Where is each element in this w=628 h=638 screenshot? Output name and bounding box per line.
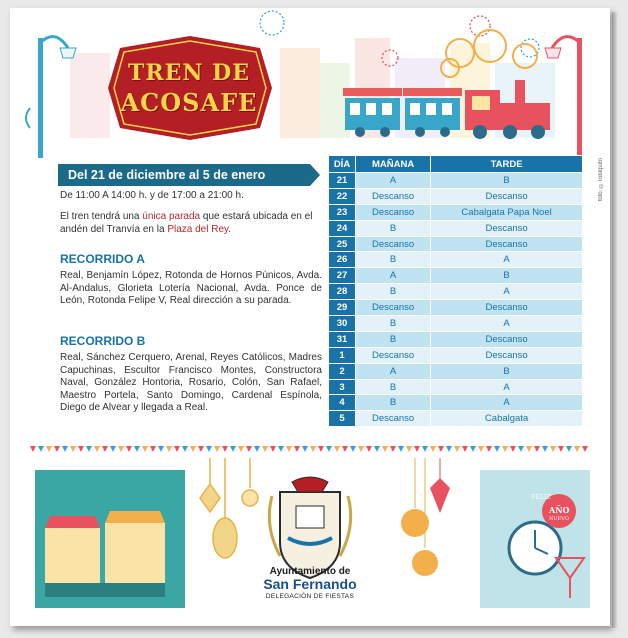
- bunting-flag: [110, 446, 116, 452]
- bunting-flag: [342, 446, 348, 452]
- card-text-ano: AÑO: [549, 505, 570, 515]
- afternoon-cell: Cabalgata Papa Noel: [431, 204, 583, 220]
- table-row: [329, 268, 583, 284]
- org-line-1: Ayuntamiento de: [269, 566, 351, 577]
- bunting-flag: [310, 446, 316, 452]
- bunting-flag: [382, 446, 388, 452]
- bunting-flag: [166, 446, 172, 452]
- bunting-flag: [102, 446, 108, 452]
- afternoon-cell: A: [431, 316, 583, 332]
- table-row: [329, 173, 583, 189]
- morning-cell: Descanso: [356, 411, 431, 427]
- bunting-flag: [286, 446, 292, 452]
- table-header-row: [329, 156, 583, 173]
- photo-credit: foto: ©Tobiquito: [598, 158, 604, 202]
- ornaments-right: [401, 458, 450, 576]
- title-banner: [110, 38, 268, 140]
- stop-highlight-plaza: Plaza del Rey: [167, 224, 229, 235]
- bunting-flag: [438, 446, 444, 452]
- bunting-flag: [206, 446, 212, 452]
- header-day: DÍA: [329, 156, 356, 173]
- bunting-flag: [262, 446, 268, 452]
- bunting-flag: [374, 446, 380, 452]
- bunting-flag: [126, 446, 132, 452]
- bunting-flag: [478, 446, 484, 452]
- bunting-flag: [198, 446, 204, 452]
- bunting-flag: [174, 446, 180, 452]
- day-cell: 2: [329, 363, 356, 379]
- day-cell: 4: [329, 395, 356, 411]
- bunting-flag: [566, 446, 572, 452]
- page-shadow: [612, 12, 618, 628]
- bunting-flag: [190, 446, 196, 452]
- bunting-flag: [542, 446, 548, 452]
- header-illustration: [10, 8, 610, 158]
- afternoon-cell: Cabalgata: [431, 411, 583, 427]
- day-cell: 28: [329, 284, 356, 300]
- org-line-3: DELEGACIÓN DE FIESTAS: [265, 593, 355, 600]
- morning-cell: B: [356, 316, 431, 332]
- table-row: [329, 204, 583, 220]
- morning-cell: Descanso: [356, 236, 431, 252]
- morning-cell: B: [356, 331, 431, 347]
- bunting-flag: [486, 446, 492, 452]
- morning-cell: B: [356, 220, 431, 236]
- bunting-flag: [502, 446, 508, 452]
- bunting-flag: [446, 446, 452, 452]
- morning-cell: A: [356, 173, 431, 189]
- card-text-feliz: FELIZ: [531, 494, 551, 501]
- ornaments-left: [200, 458, 258, 558]
- bunting-flag: [534, 446, 540, 452]
- bunting-flag: [270, 446, 276, 452]
- schedule-table: [328, 155, 583, 427]
- morning-cell: Descanso: [356, 188, 431, 204]
- stop-text-part: .: [228, 224, 232, 235]
- table-row: [329, 252, 583, 268]
- stop-text-part: El tren tendrá una: [60, 211, 143, 222]
- card-text-nuevo: NUEVO: [549, 516, 569, 522]
- bunting-divider: [30, 446, 590, 454]
- day-cell: 24: [329, 220, 356, 236]
- bunting-flag: [86, 446, 92, 452]
- table-row: [329, 316, 583, 332]
- header-morning: MAÑANA: [356, 156, 431, 173]
- bunting-flag: [158, 446, 164, 452]
- route-a-title: RECORRIDO A: [60, 252, 145, 266]
- org-line-2: San Fernando: [263, 576, 357, 592]
- day-cell: 23: [329, 204, 356, 220]
- afternoon-cell: Descanso: [431, 188, 583, 204]
- morning-cell: B: [356, 252, 431, 268]
- title-line-1: TREN DE: [127, 60, 251, 86]
- organization-credit: [240, 566, 380, 600]
- lamp-post-left-icon: [26, 37, 76, 158]
- bunting-flag: [518, 446, 524, 452]
- bunting-flag: [510, 446, 516, 452]
- day-cell: 21: [329, 173, 356, 189]
- table-row: [329, 379, 583, 395]
- bunting-flag: [366, 446, 372, 452]
- morning-cell: B: [356, 379, 431, 395]
- afternoon-cell: A: [431, 284, 583, 300]
- bunting-flag: [326, 446, 332, 452]
- new-year-card: [480, 470, 590, 608]
- bunting-flag: [318, 446, 324, 452]
- bunting-flag: [350, 446, 356, 452]
- bunting-flag: [30, 446, 36, 452]
- bunting-flag: [454, 446, 460, 452]
- table-row: [329, 411, 583, 427]
- bunting-flag: [246, 446, 252, 452]
- table-row: [329, 300, 583, 316]
- bunting-flag: [526, 446, 532, 452]
- bunting-flag: [470, 446, 476, 452]
- bunting-flag: [54, 446, 60, 452]
- schedule-body: [329, 173, 583, 427]
- hours-text: De 11:00 A 14:00 h. y de 17:00 a 21:00 h.: [60, 190, 244, 201]
- bunting-flag: [494, 446, 500, 452]
- bunting-flag: [230, 446, 236, 452]
- afternoon-cell: B: [431, 173, 583, 189]
- bunting-flag: [94, 446, 100, 452]
- bunting-flag: [334, 446, 340, 452]
- afternoon-cell: Descanso: [431, 236, 583, 252]
- bunting-flag: [118, 446, 124, 452]
- bunting-flag: [550, 446, 556, 452]
- day-cell: 5: [329, 411, 356, 427]
- bunting-flag: [62, 446, 68, 452]
- title-line-2: ACOSAFE: [120, 88, 258, 117]
- afternoon-cell: Descanso: [431, 331, 583, 347]
- table-row: [329, 236, 583, 252]
- stop-text-part: que estará ubicada en el andén del Tranvía en la: [60, 211, 313, 235]
- day-cell: 3: [329, 379, 356, 395]
- bunting-flag: [558, 446, 564, 452]
- bunting-flag: [70, 446, 76, 452]
- bunting-flag: [398, 446, 404, 452]
- bunting-flag: [294, 446, 300, 452]
- bunting-flag: [38, 446, 44, 452]
- table-row: [329, 347, 583, 363]
- morning-cell: Descanso: [356, 300, 431, 316]
- bunting-flag: [422, 446, 428, 452]
- bunting-flag: [254, 446, 260, 452]
- stop-text: [60, 210, 322, 236]
- bunting-flag: [134, 446, 140, 452]
- bunting-flag: [182, 446, 188, 452]
- header-afternoon: TARDE: [431, 156, 583, 173]
- table-row: [329, 284, 583, 300]
- poster: [10, 8, 610, 626]
- bunting-flag: [582, 446, 588, 452]
- bunting-flag: [462, 446, 468, 452]
- afternoon-cell: B: [431, 363, 583, 379]
- morning-cell: Descanso: [356, 204, 431, 220]
- afternoon-cell: A: [431, 379, 583, 395]
- morning-cell: Descanso: [356, 347, 431, 363]
- route-b-text: Real, Sánchez Cerquero, Arenal, Reyes Católicos, Madres Capuchinas, Escultor Francisco Montes, Constructora Naval, González Hontoria, Rosario, Colón, San Rafael, Maestro Portela, Santo Domingo, Cardenal Espínola, Diego de Alvear y llegada a Real.: [60, 352, 322, 413]
- afternoon-cell: Descanso: [431, 347, 583, 363]
- bunting-flag: [142, 446, 148, 452]
- bunting-flag: [238, 446, 244, 452]
- bunting-flag: [358, 446, 364, 452]
- day-cell: 29: [329, 300, 356, 316]
- date-banner: Del 21 de diciembre al 5 de enero: [58, 164, 310, 186]
- bunting-flag: [574, 446, 580, 452]
- day-cell: 30: [329, 316, 356, 332]
- route-a-text: Real, Benjamín López, Rotonda de Hornos Púnicos, Avda. Al-Andalus, Glorieta Lotería Nacional, Avda. Ponce de León, Rotonda Felipe V, Real dirección a su parada.: [60, 270, 322, 306]
- afternoon-cell: Descanso: [431, 300, 583, 316]
- afternoon-cell: B: [431, 268, 583, 284]
- day-cell: 1: [329, 347, 356, 363]
- day-cell: 26: [329, 252, 356, 268]
- morning-cell: B: [356, 395, 431, 411]
- route-b-title: RECORRIDO B: [60, 334, 146, 348]
- afternoon-cell: A: [431, 395, 583, 411]
- bunting-flag: [278, 446, 284, 452]
- bunting-flag: [414, 446, 420, 452]
- day-cell: 22: [329, 188, 356, 204]
- bunting-flag: [406, 446, 412, 452]
- table-row: [329, 363, 583, 379]
- table-row: [329, 331, 583, 347]
- table-row: [329, 395, 583, 411]
- afternoon-cell: A: [431, 252, 583, 268]
- bunting-flag: [214, 446, 220, 452]
- bunting-flag: [150, 446, 156, 452]
- bunting-flag: [430, 446, 436, 452]
- bunting-flag: [302, 446, 308, 452]
- day-cell: 25: [329, 236, 356, 252]
- morning-cell: B: [356, 284, 431, 300]
- morning-cell: A: [356, 268, 431, 284]
- day-cell: 27: [329, 268, 356, 284]
- table-row: [329, 220, 583, 236]
- bunting-flag: [222, 446, 228, 452]
- stop-highlight-single: única parada: [142, 211, 201, 222]
- morning-cell: A: [356, 363, 431, 379]
- market-stalls-card: [35, 470, 185, 608]
- bunting-flag: [390, 446, 396, 452]
- table-row: [329, 188, 583, 204]
- day-cell: 31: [329, 331, 356, 347]
- bunting-flag: [78, 446, 84, 452]
- afternoon-cell: Descanso: [431, 220, 583, 236]
- bunting-flag: [46, 446, 52, 452]
